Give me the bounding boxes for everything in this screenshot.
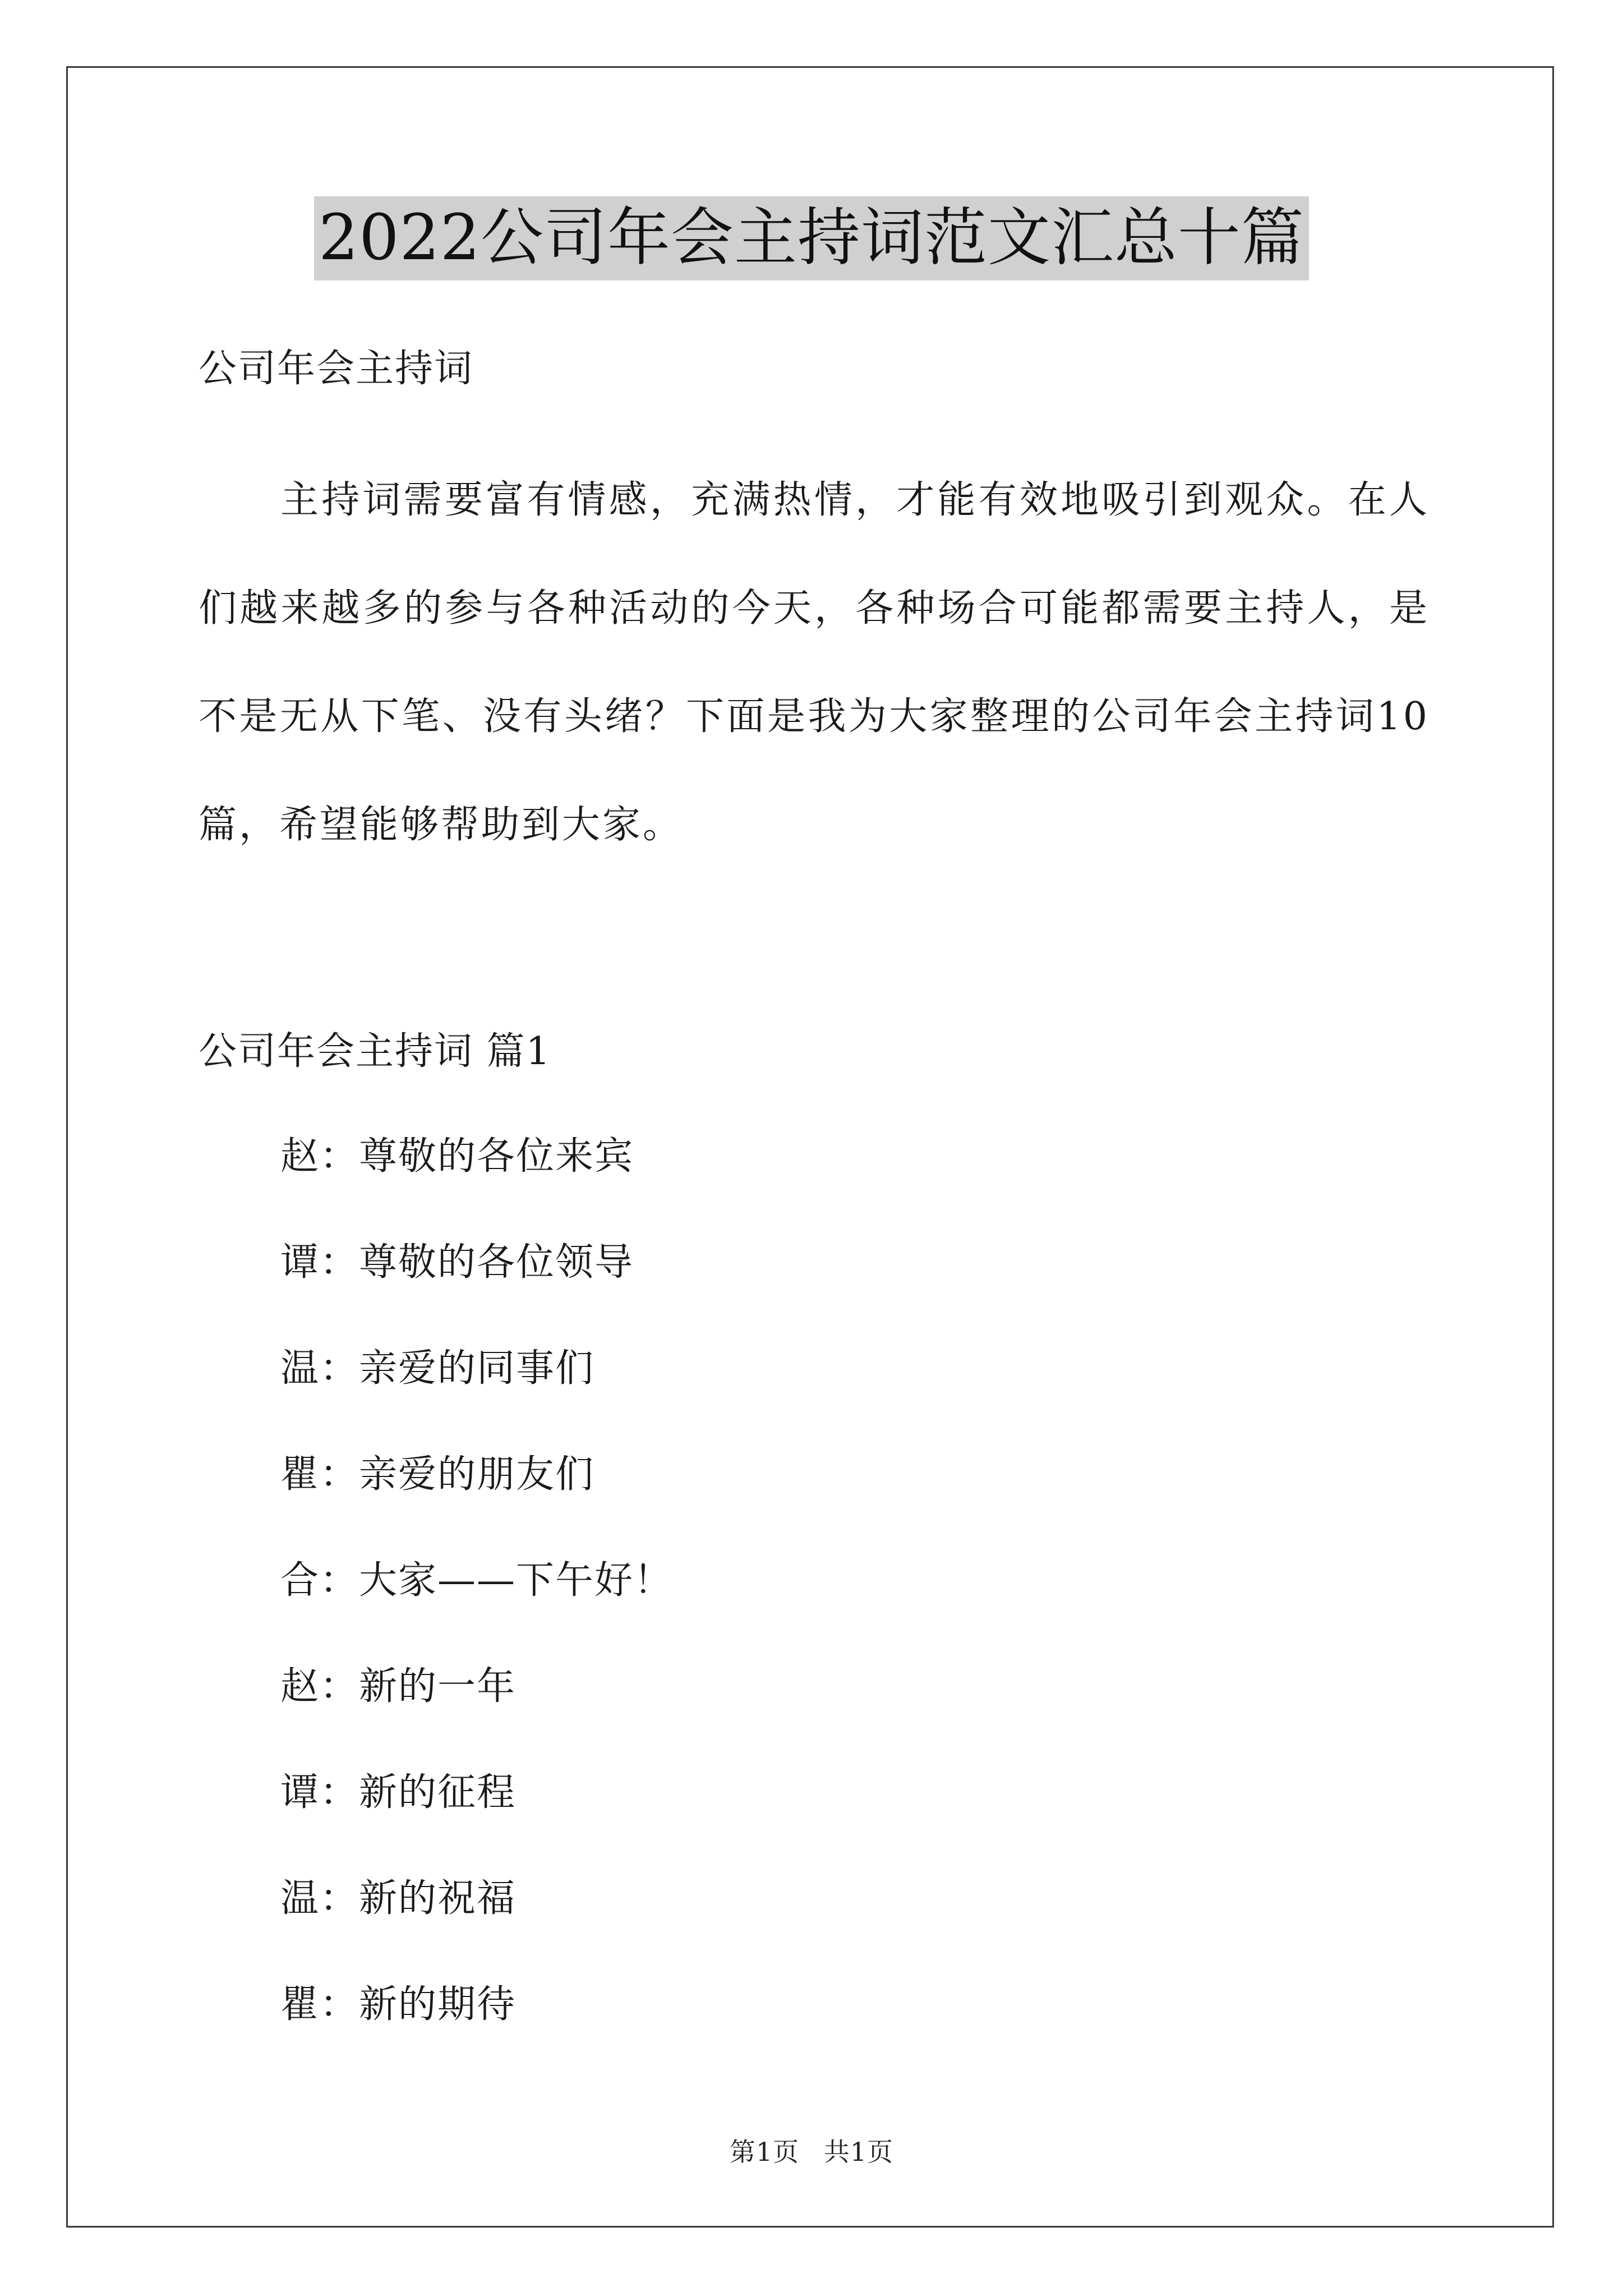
title-container [0,196,1623,280]
intro-heading: 公司年会主持词 [199,347,474,391]
document-title: 2022公司年会主持词范文汇总十篇 [314,196,1309,280]
dialogue-line: 赵：尊敬的各位来宾 [280,1134,634,1179]
page-number-current: 第1页 [729,2137,800,2167]
dialogue-line: 瞿：新的期待 [280,1982,517,2027]
dialogue-line: 赵：新的一年 [280,1664,517,1709]
page-footer [0,2132,1623,2169]
dialogue-line: 温：亲爱的同事们 [280,1346,595,1391]
intro-paragraph: 主持词需要富有情感，充满热情，才能有效地吸引到观众。在人们越来越多的参与各种活动的今天，各种场合可能都需要主持人，是不是无从下笔、没有头绪？下面是我为大家整理的公司年会主持词10篇，希望能够帮助到大家。 [199,477,1430,847]
page-number-total: 共1页 [823,2137,894,2167]
dialogue-line: 温：新的祝福 [280,1876,517,1921]
document-body [199,342,1430,2083]
dialogue-list [199,1129,1430,2083]
article-heading: 公司年会主持词 篇1 [199,1029,551,1074]
dialogue-line: 瞿：亲爱的朋友们 [280,1452,595,1497]
dialogue-line: 谭：新的征程 [280,1770,517,1815]
dialogue-line: 合：大家——下午好！ [280,1558,674,1603]
dialogue-line: 谭：尊敬的各位领导 [280,1240,634,1285]
